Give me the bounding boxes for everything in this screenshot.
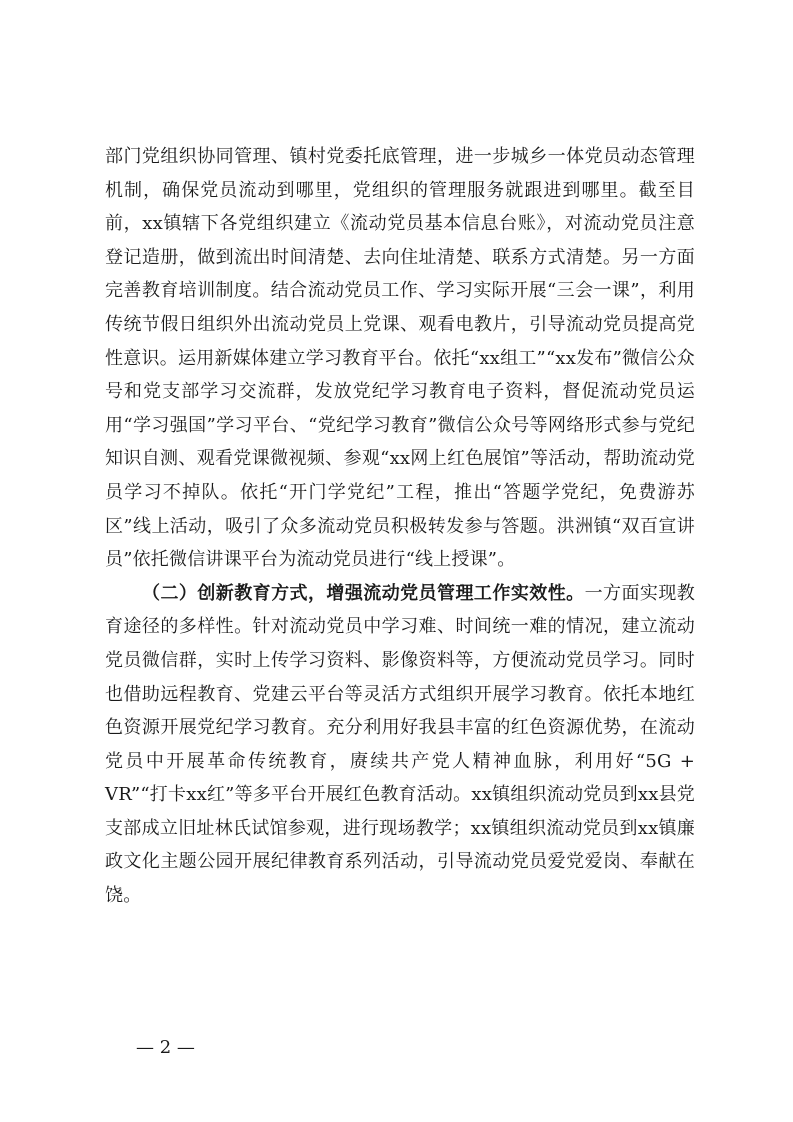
- body-paragraph-1: 部门党组织协同管理、镇村党委托底管理，进一步城乡一体党员动态管理机制，确保党员流动到哪里，党组织的管理服务就跟进到哪里。截至目前，xx镇辖下各党组织建立《流动党员基本信息台账》，对流动党员注意登记造册，做到流出时间清楚、去向住址清楚、联系方式清楚。另一方面完善教育培训制度。结合流动党员工作、学习实际开展“三会一课”，利用传统节假日组织外出流动党员上党课、观看电教片，引导流动党员提高党性意识。运用新媒体建立学习教育平台。依托“xx组工”“xx发布”微信公众号和党支部学习交流群，发放党纪学习教育电子资料，督促流动党员运用“学习强国”学习平台、“党纪学习教育”微信公众号等网络形式参与党纪知识自测、观看党课微视频、参观“xx网上红色展馆”等活动，帮助流动党员学习不掉队。依托“开门学党纪”工程，推出“答题学党纪，免费游苏区”线上活动，吸引了众多流动党员积极转发参与答题。洪洲镇“双百宣讲员”依托微信讲课平台为流动党员进行“线上授课”。: [105, 146, 695, 571]
- section-heading: （二）创新教育方式，增强流动党员管理工作实效性。: [142, 582, 585, 604]
- page-number: — 2 —: [136, 1037, 195, 1058]
- section-body-text: 一方面实现教育途径的多样性。针对流动党员中学习难、时间统一难的情况，建立流动党员微信群，实时上传学习资料、影像资料等，方便流动党员学习。同时也借助远程教育、党建云平台等灵活方式组织开展学习教育。依托本地红色资源开展党纪学习教育。充分利用好我县丰富的红色资源优势，在流动党员中开展革命传统教育，赓续共产党人精神血脉，利用好“5G + VR”“打卡xx红”等多平台开展红色教育活动。xx镇组织流动党员到xx县党支部成立旧址林氏试馆参观，进行现场教学；xx镇组织流动党员到xx镇廉政文化主题公园开展纪律教育系列活动，引导流动党员爱党爱岗、奉献在饶。: [105, 582, 695, 907]
- body-paragraph-2: [105, 577, 695, 913]
- document-body: [105, 140, 695, 913]
